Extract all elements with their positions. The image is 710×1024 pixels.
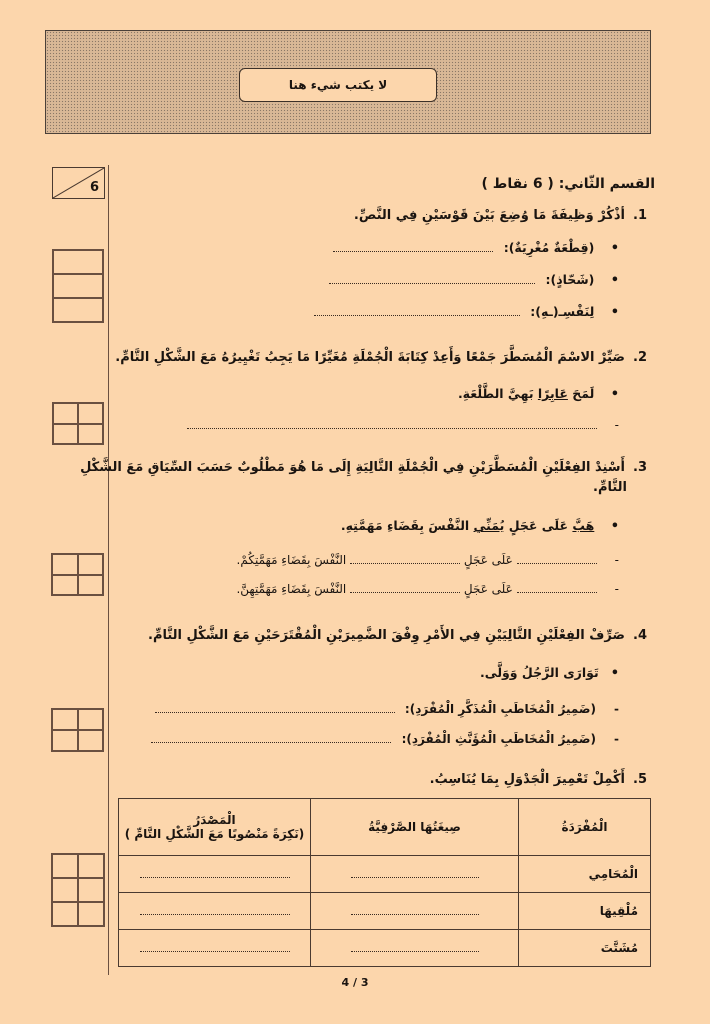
q1-grading-box [52,249,104,323]
q3-line-2-middle: عَلَى عَجَلٍ [463,582,513,596]
q1-item-2-label: (شَحّاذٍ): [545,272,595,287]
col-header-word: الْمُفْرَدَةُ [519,799,651,856]
q3-answer-row-2 [236,582,619,596]
dash-marker: - [614,418,619,432]
row-morph-form-cell[interactable] [311,856,519,893]
q1-item-2 [329,272,619,288]
q1-item-3 [314,304,619,320]
dash-marker: - [614,702,619,716]
q5-table-header [119,799,651,856]
q2-sentence-end: بَهِيَّ الطَّلْعَةِ. [457,386,538,401]
question-5 [430,772,647,787]
q1-item-1-label: (قِطْعَةٌ مُغْرِيَةٌ): [503,240,595,255]
question-4-number: 4. [633,628,647,643]
answer-line[interactable] [351,869,479,878]
q3-grading-box [51,553,104,596]
q3-verb-2: يُمَنِّي [473,518,505,533]
dash-marker: - [614,553,619,567]
col-header-masdar-title: الْمَصْدَرُ [193,813,236,827]
question-5-number: 5. [633,772,647,787]
row-word: مُلْقِيهَا [519,893,651,930]
q3-answer-row-1 [237,553,619,567]
question-4-prompt: صَرِّفْ الفِعْلَيْنِ التَّالِيَيْنِ فِي الأَمْرِ وِفْقَ الضَّمِيرَيْنِ الْمُقْتَرَحَيْنِ مَعَ الشَّكْلِ التَّامِّ. [148,628,625,643]
answer-line[interactable] [140,943,290,952]
answer-line[interactable] [140,869,290,878]
section-title: القسم الثّاني: ( 6 نقاط ) [481,176,655,192]
do-not-write-label: لا يكتب شيء هنا [239,68,437,102]
q4-item-1-label: (ضَمِيرُ الْمُخَاطَبِ الْمُذَكَّرِ الْمُفْرَدِ): [404,702,597,716]
answer-line[interactable] [351,943,479,952]
dash-marker: - [614,582,619,596]
margin-divider [108,165,109,975]
q2-answer-line[interactable] [187,418,597,429]
q4-item-2-label: (ضَمِيرُ الْمُخَاطَبِ الْمُؤَنَّثِ الْمُفْرَدِ): [401,732,597,746]
q3-line-1-end: النَّفْسَ بِقَضَاءِ مَهَمَّتِكُمْ. [236,553,347,567]
question-2-prompt: صَيِّرْ الاسْمَ الْمُسَطَّرَ جَمْعًا وَأَعِدْ كِتَابَةَ الْجُمْلَةِ مُغَيِّرًا مَا يَجِبُ تَغْيِيرُهُ مَعَ الشَّكْلِ التَّامِّ. [115,350,625,365]
q3-answer-1a[interactable] [517,553,597,564]
row-morph-form-cell[interactable] [311,930,519,967]
q3-sentence [341,518,619,534]
row-masdar-cell[interactable] [119,893,311,930]
q3-answer-1b[interactable] [350,553,460,564]
col-header-morph-form: صِيغَتُهَا الصَّرْفِيَّةُ [311,799,519,856]
q4-item-2 [151,732,619,746]
q2-sentence [458,386,619,402]
question-3 [80,460,647,475]
q1-item-3-label: لِنَفْسِـ(ـهِ): [530,304,595,319]
do-not-write-area [45,30,651,134]
question-3-number: 3. [633,460,647,475]
q1-item-1 [333,240,619,256]
q3-sentence-mid: عَلَى عَجَلٍ [504,518,573,533]
q2-sentence-start: لَمَحَ [567,386,595,401]
q2-grading-box [52,402,104,445]
col-header-masdar-note: (نَكِرَةً مَنْصُوبًا مَعَ الشَّكْلِ التَّامِّ ) [124,827,305,841]
question-1 [354,208,647,223]
q1-item-3-answer-line[interactable] [314,305,520,316]
row-masdar-cell[interactable] [119,930,311,967]
section-score-box [52,167,105,199]
dash-marker: - [614,732,619,746]
question-4 [148,628,647,643]
row-word: مُشَتَّتَ [519,930,651,967]
score-total: 6 [89,180,99,195]
q4-sentence: • تَوَارَى الرَّجُلُ وَوَلَّى. [480,665,619,681]
q2-underlined-noun: عَابِرًا [537,386,568,401]
question-3-prompt-line2: التَّامِّ. [593,480,627,495]
answer-line[interactable] [351,906,479,915]
q3-answer-2a[interactable] [517,582,597,593]
row-word: الْمُحَامِي [519,856,651,893]
q5-grading-box [51,853,105,927]
q5-table [118,798,651,967]
q4-item-1-answer-line[interactable] [155,702,395,713]
question-1-prompt: أذْكُرْ وَظِيفَةَ مَا وُضِعَ بَيْنَ قَوْسَيْنِ فِي النَّصِّ. [353,208,625,223]
q1-item-1-answer-line[interactable] [333,241,493,252]
q4-grading-box [51,708,104,752]
q3-verb-1: هَبَّ [572,518,595,533]
row-masdar-cell[interactable] [119,856,311,893]
table-row [119,930,651,967]
answer-line[interactable] [140,906,290,915]
question-2 [115,350,647,365]
q1-item-2-answer-line[interactable] [329,273,535,284]
q4-item-1 [155,702,619,716]
q2-answer-row [187,418,619,432]
page-number: 4 / 3 [341,976,369,989]
q3-sentence-end: النَّفْسَ بِقَضَاءِ مَهَمَّتِهِ. [340,518,474,533]
q3-line-1-middle: عَلَى عَجَلٍ [463,553,513,567]
question-2-number: 2. [633,350,647,365]
q3-answer-2b[interactable] [350,582,460,593]
q4-item-2-answer-line[interactable] [151,732,391,743]
row-morph-form-cell[interactable] [311,893,519,930]
question-1-number: 1. [633,208,647,223]
col-header-masdar [119,799,311,856]
q3-line-2-end: النَّفْسَ بِقَضَاءِ مَهَمَّتِهِنَّ. [236,582,347,596]
question-3-prompt-line1: أَسْنِدْ الفِعْلَيْنِ الْمُسَطَّرَيْنِ فِي الْجُمْلَةِ التَّالِيَةِ إِلَى مَا هُوَ مَطْلُوبٌ حَسَبَ السِّيَاقِ مَعَ الشَّكْلِ [80,460,625,475]
table-row [119,893,651,930]
question-5-prompt: أَكْمِلْ تَعْمِيرَ الْجَدْوَلِ بِمَا يُنَاسِبُ. [429,772,625,787]
table-row [119,856,651,893]
